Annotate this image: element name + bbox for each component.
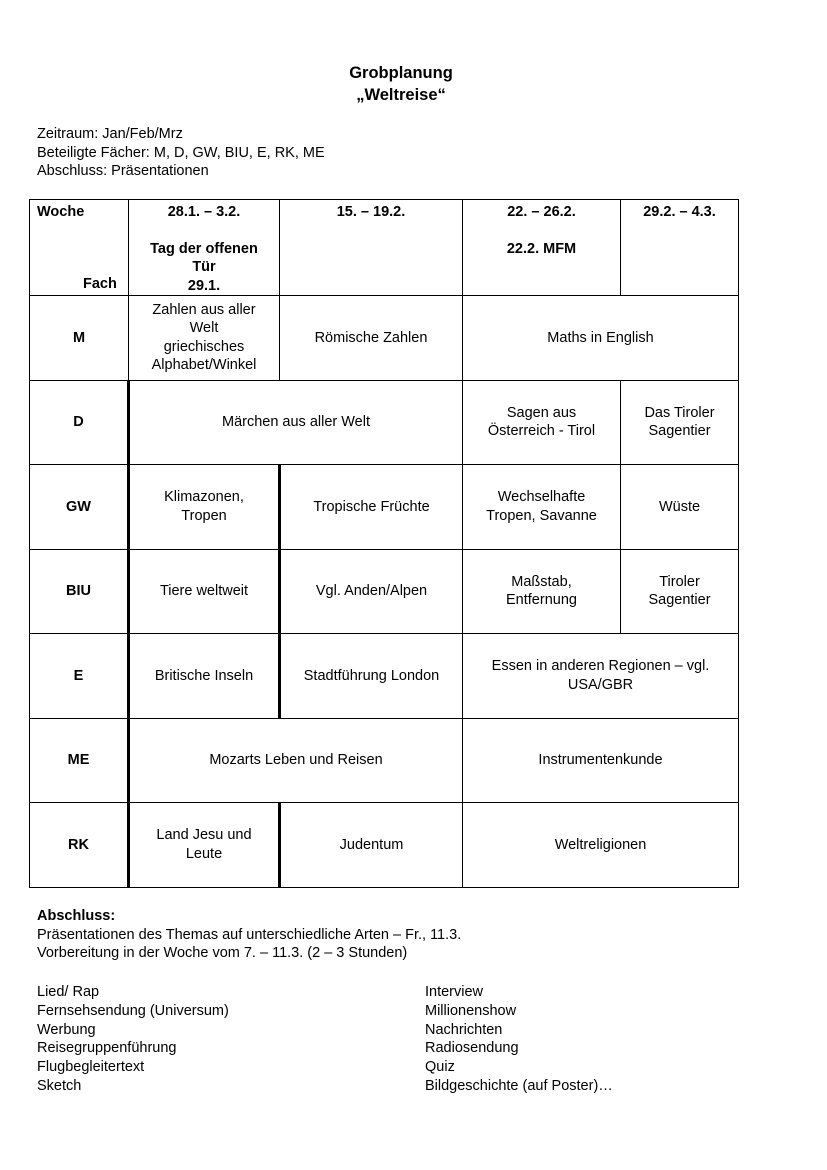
meta-zeitraum: Zeitraum: Jan/Feb/Mrz <box>37 126 183 142</box>
gw-week1-cell: Klimazonen, Tropen <box>129 465 280 550</box>
subject-cell: BIU <box>30 549 129 634</box>
list-item: Sketch <box>37 1077 82 1094</box>
meta-block <box>37 125 325 181</box>
title-line-2: „Weltreise“ <box>356 86 446 104</box>
row-biu <box>30 549 739 634</box>
meta-abschluss: Abschluss: Präsentationen <box>37 163 209 179</box>
rk-week1-cell: Land Jesu und Leute <box>129 803 280 888</box>
footer-block <box>37 907 461 963</box>
subject-label: Fach <box>83 275 117 292</box>
list-item: Radiosendung <box>425 1040 519 1057</box>
e-week3-4-cell: Essen in anderen Regionen – vgl. USA/GBR <box>463 634 739 719</box>
list-item: Flugbegleitertext <box>37 1059 145 1076</box>
formats-list-right <box>425 983 613 1096</box>
gw-week2-cell: Tropische Früchte <box>280 465 463 550</box>
header-row <box>30 200 739 296</box>
subject-cell: RK <box>30 803 129 888</box>
subject-cell: ME <box>30 718 129 803</box>
e-week1-cell: Britische Inseln <box>129 634 280 719</box>
gw-week3-cell: Wechselhafte Tropen, Savanne <box>463 465 621 550</box>
list-item: Millionenshow <box>425 1002 517 1019</box>
list-item: Bildgeschichte (auf Poster)… <box>425 1077 613 1094</box>
m-week1-cell: Zahlen aus aller Welt griechisches Alphabet/Winkel <box>129 296 280 381</box>
document-title <box>0 62 802 106</box>
list-item: Quiz <box>425 1059 455 1076</box>
row-e <box>30 634 739 719</box>
me-week1-2-cell: Mozarts Leben und Reisen <box>129 718 463 803</box>
e-week2-cell: Stadtführung London <box>280 634 463 719</box>
biu-week2-cell: Vgl. Anden/Alpen <box>280 549 463 634</box>
row-me <box>30 718 739 803</box>
subject-cell: GW <box>30 465 129 550</box>
week-header-1: 28.1. – 3.2. Tag der offenen Tür 29.1. <box>129 200 280 296</box>
week-header-2: 15. – 19.2. <box>280 200 463 296</box>
biu-week3-cell: Maßstab, Entfernung <box>463 549 621 634</box>
gw-week4-cell: Wüste <box>621 465 739 550</box>
m-week2-cell: Römische Zahlen <box>280 296 463 381</box>
rk-week3-4-cell: Weltreligionen <box>463 803 739 888</box>
title-line-1: Grobplanung <box>349 64 453 82</box>
m-week3-4-cell: Maths in English <box>463 296 739 381</box>
d-week1-2-cell: Märchen aus aller Welt <box>129 380 463 465</box>
row-rk <box>30 803 739 888</box>
subject-cell: E <box>30 634 129 719</box>
footer-line-2: Vorbereitung in der Woche vom 7. – 11.3. (2 – 3 Stunden) <box>37 945 408 961</box>
subject-cell: D <box>30 380 129 465</box>
row-m <box>30 296 739 381</box>
row-d <box>30 380 739 465</box>
biu-week4-cell: Tiroler Sagentier <box>621 549 739 634</box>
row-gw <box>30 465 739 550</box>
list-item: Reisegruppenführung <box>37 1040 177 1057</box>
subject-cell: M <box>30 296 129 381</box>
formats-list-left <box>37 983 229 1096</box>
biu-week1-cell: Tiere weltweit <box>129 549 280 634</box>
footer-line-1: Präsentationen des Themas auf unterschiedliche Arten – Fr., 11.3. <box>37 926 462 943</box>
week-header-3: 22. – 26.2. 22.2. MFM <box>463 200 621 296</box>
planning-table <box>29 199 739 888</box>
d-week4-cell: Das Tiroler Sagentier <box>621 380 739 465</box>
list-item: Interview <box>425 984 484 1000</box>
list-item: Lied/ Rap <box>37 984 100 1000</box>
rk-week2-cell: Judentum <box>280 803 463 888</box>
list-item: Fernsehsendung (Universum) <box>37 1002 229 1019</box>
footer-label: Abschluss: <box>37 908 116 924</box>
list-item: Werbung <box>37 1021 96 1038</box>
corner-cell <box>30 200 129 296</box>
me-week3-4-cell: Instrumentenkunde <box>463 718 739 803</box>
meta-faecher: Beteiligte Fächer: M, D, GW, BIU, E, RK, ME <box>37 144 325 161</box>
d-week3-cell: Sagen aus Österreich - Tirol <box>463 380 621 465</box>
week-header-4: 29.2. – 4.3. <box>621 200 739 296</box>
week-label: Woche <box>37 204 85 220</box>
list-item: Nachrichten <box>425 1021 503 1038</box>
